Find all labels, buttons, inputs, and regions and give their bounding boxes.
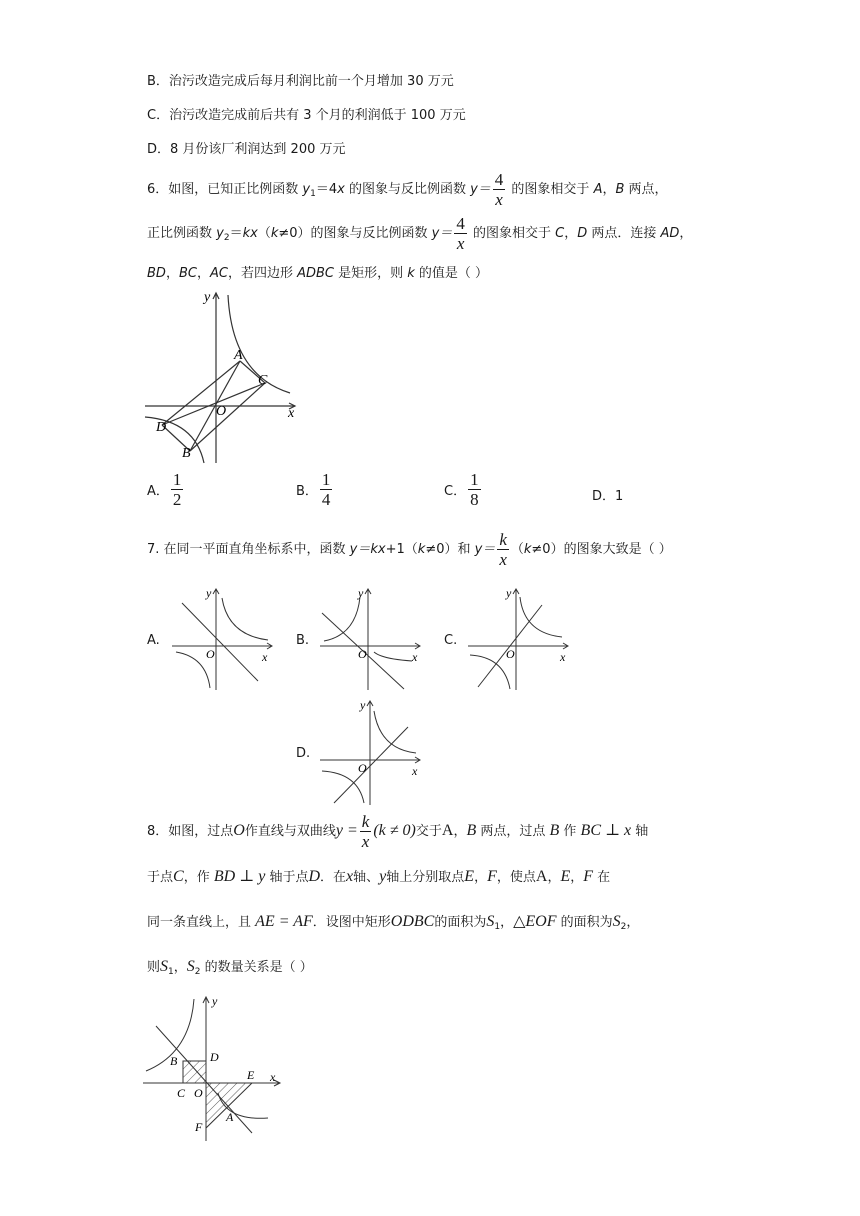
fig-label-b: B xyxy=(182,446,191,461)
svg-text:D: D xyxy=(210,1050,219,1064)
svg-text:x: x xyxy=(270,1070,276,1084)
svg-text:O: O xyxy=(506,647,515,661)
q7-option-c-label: C. xyxy=(444,633,458,648)
q6-option-b: B． $\frac{1}{4}$ xyxy=(296,470,331,509)
svg-text:O: O xyxy=(194,1086,203,1100)
q7-figure-b xyxy=(316,585,426,695)
fraction-k-over-x: $\frac{k}{x}$ xyxy=(361,812,370,851)
q8-figure xyxy=(140,993,285,1143)
q6-line-2: 正比例函数 $y_2=kx(k\ne 0)$的图象与反比例函数 y＝ $\frac{4}{x}$ 的图象相交于 C，D 两点．连接 AD， xyxy=(147,214,693,253)
svg-text:A: A xyxy=(226,1110,234,1124)
rectangle-odbc xyxy=(183,1061,206,1083)
line-ab xyxy=(156,1026,252,1133)
q7-figure-d xyxy=(316,697,426,807)
q5-option-c: C．治污改造完成前后共有 3 个月的利润低于 100 万元 xyxy=(147,108,466,123)
svg-text:O: O xyxy=(358,761,367,775)
svg-text:x: x xyxy=(412,764,418,778)
q8-line-4: 则$S_1$，$S_2$ 的数量关系是（ ） xyxy=(147,958,313,977)
q7-option-a-label: A. xyxy=(147,633,160,648)
svg-text:y: y xyxy=(212,994,218,1008)
q6-option-d: D．1 xyxy=(592,489,624,504)
svg-text:y: y xyxy=(358,586,364,600)
q6-line-1: 6．如图，已知正比例函数 $y_1=4x$ 的图象与反比例函数 y＝ $\frac{4}{x}$ 的图象相交于 A，B 两点， xyxy=(147,170,668,209)
fraction-4-over-x: $\frac{4}{x}$ xyxy=(456,214,465,253)
q6-line-3: BD，BC，AC，若四边形 ADBC 是矩形，则 k 的值是（ ） xyxy=(147,266,489,281)
svg-text:x: x xyxy=(412,650,418,664)
fig-label-c: C xyxy=(258,373,268,388)
q6-option-a: A． $\frac{1}{2}$ xyxy=(147,470,182,509)
hyperbola-branch-3 xyxy=(145,417,204,463)
q5-option-d: D．8 月份该厂利润达到 200 万元 xyxy=(147,142,346,157)
fig-label-x: x xyxy=(288,406,295,421)
svg-text:E: E xyxy=(247,1068,255,1082)
svg-text:C: C xyxy=(177,1086,186,1100)
q8-line-1: 8．如图，过点O作直线与双曲线y = $\frac{k}{x}$ (k ≠ 0)交于A，B 两点，过点 B 作 BC ⊥ x 轴 xyxy=(147,812,649,851)
q6-option-c: C． $\frac{1}{8}$ xyxy=(444,470,479,509)
line-cd xyxy=(162,383,265,425)
fraction-k-over-x: $\frac{k}{x}$ xyxy=(499,530,507,569)
fig-label-o: O xyxy=(216,404,227,419)
q7-line-1: 7. 在同一平面直角坐标系中，函数 y＝kx+1（k≠0）和 y＝ $\frac{k}{x}$ （k≠0）的图象大致是（ ） xyxy=(147,530,672,569)
svg-text:y: y xyxy=(360,698,366,712)
svg-text:O: O xyxy=(206,647,215,661)
q5-option-b: B．治污改造完成后每月利润比前一个月增加 30 万元 xyxy=(147,74,454,89)
svg-text:x: x xyxy=(560,650,566,664)
q7-figure-c xyxy=(464,585,574,695)
fig-label-y: y xyxy=(204,290,211,305)
svg-text:F: F xyxy=(195,1120,203,1134)
svg-text:y: y xyxy=(206,586,212,600)
svg-text:x: x xyxy=(262,650,268,664)
svg-text:O: O xyxy=(358,647,367,661)
q8-line-2: 于点C，作 BD ⊥ y 轴于点D．在x轴、y轴上分别取点E，F，使点A，E，F 在 xyxy=(147,868,611,885)
q7-option-d-label: D. xyxy=(296,746,311,761)
q7-option-b-label: B. xyxy=(296,633,310,648)
q6-figure xyxy=(140,285,310,465)
segment-ad xyxy=(162,361,240,425)
q7-figure-a xyxy=(168,585,278,695)
q8-line-3: 同一条直线上，且 AE = AF．设图中矩形ODBC的面积为$S_1$，△EOF 的面积为$S_2$， xyxy=(147,913,640,932)
svg-text:B: B xyxy=(170,1054,178,1068)
fraction-4-over-x: $\frac{4}{x}$ xyxy=(494,170,504,209)
fig-label-a: A xyxy=(234,348,243,363)
svg-text:y: y xyxy=(506,586,512,600)
fig-label-d: D xyxy=(156,420,167,435)
